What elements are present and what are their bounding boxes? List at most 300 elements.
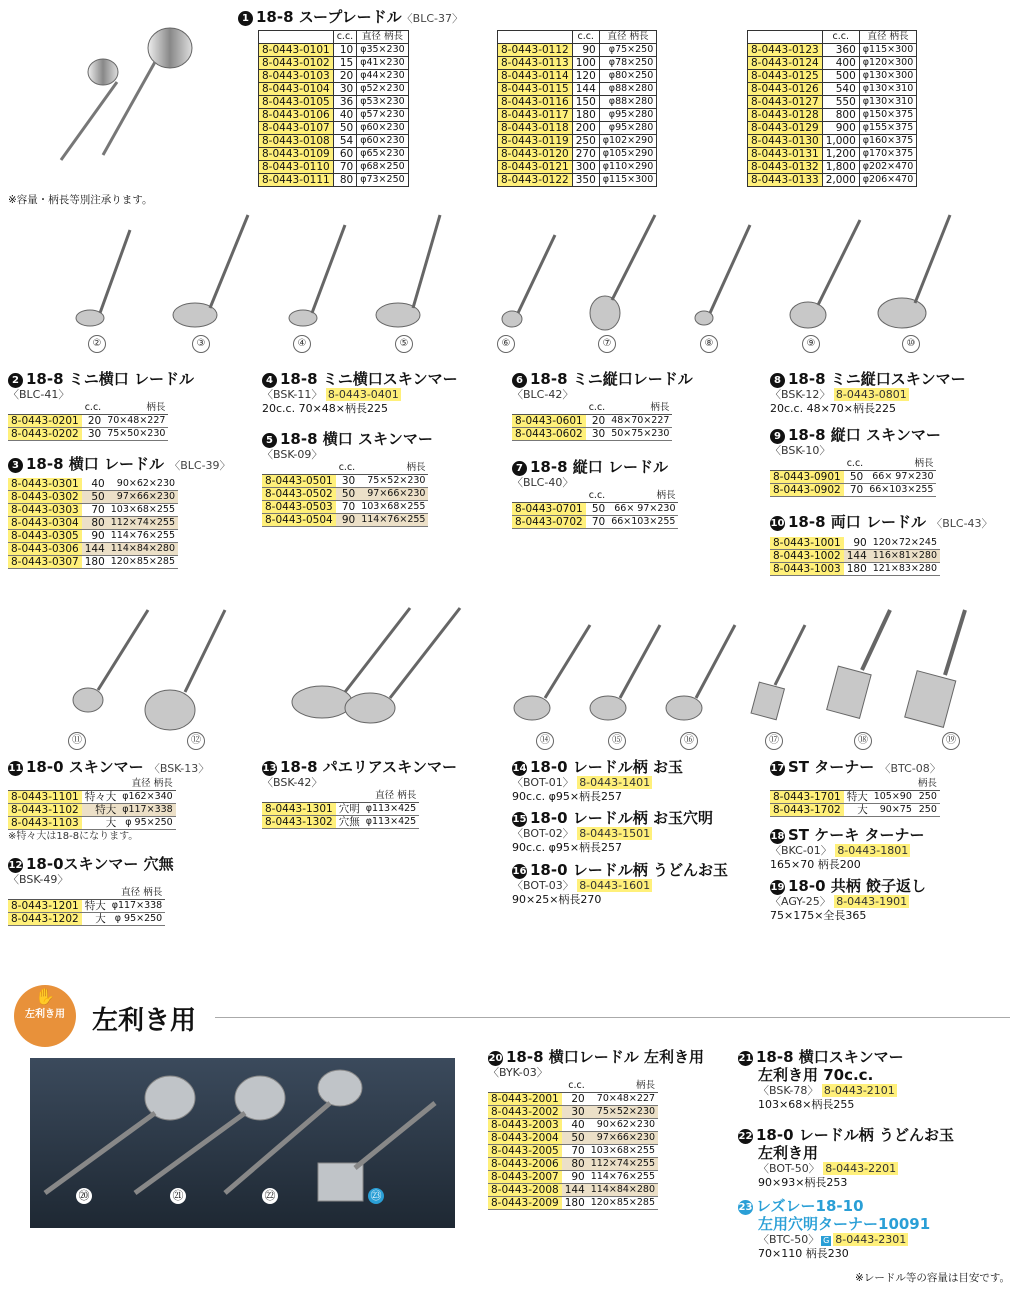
model-code: 〈BSK-09〉 [262,448,323,461]
item-spec: 90c.c. φ95×柄長257 [512,841,623,854]
spec-cell: 特大 [844,791,871,804]
item-code: 8-0443-0401 [327,388,399,401]
table-row [498,161,657,174]
table-row [748,135,917,148]
item-label-5: ⑤ [395,335,413,353]
spec-cell: 50 [333,122,357,135]
item-code: 8-0443-1501 [579,827,651,840]
spec-cell: 90 [844,537,870,550]
item-spec: 75×175×全長365 [770,909,867,922]
item-code-cell: 8-0443-0701 [512,503,586,516]
photo-label-22: ㉒ [262,1188,278,1204]
table-row [259,122,409,135]
spec-cell: φ120×300 [859,57,917,70]
spec-cell: 144 [562,1184,588,1197]
section-22 [738,1126,954,1190]
spec-cell: 300 [572,161,599,174]
table-row [498,96,657,109]
table-row [512,503,678,516]
section-7: 7 18-8 縦口 レードル 〈BLC-40〉 c.c. 柄長 8-0443-0701 50 66× 97×230 8-0443-0702 70 66×103×255 [512,458,678,529]
table-row [748,44,917,57]
title-text: 18-8 横口 スキンマー [280,430,433,448]
item-code: 8-0443-1601 [579,879,651,892]
custom-order-note: ※容量・柄長等別注承ります。 [8,194,153,206]
table-row [259,57,409,70]
item-code: 8-0443-2101 [823,1084,895,1097]
item-code-cell: 8-0443-1001 [770,537,844,550]
spec-cell: φ44×230 [357,70,408,83]
spec-cell: 144 [572,83,599,96]
title-text-2: 左利き用 [758,1144,819,1162]
spec-cell: 114×76×255 [358,514,428,527]
table-row [488,1106,658,1119]
title-text: 18-0 レードル柄 うどんお玉 [756,1126,954,1144]
title-text: 18-8 パエリアスキンマー [280,758,458,776]
spec-cell: 70 [82,504,108,517]
table-row [488,1184,658,1197]
spec-cell: φ105×290 [599,148,657,161]
spec-cell: 75×52×230 [588,1106,658,1119]
section-14 [512,758,683,804]
spec-cell: φ95×280 [599,109,657,122]
table-row [259,96,409,109]
model-code: 〈BKC-01〉 [770,844,832,857]
spec-cell: 75×50×230 [104,428,168,441]
spec-cell: 30 [586,428,609,441]
table-row [8,543,178,556]
section-8 [770,370,966,416]
title-text: 18-8 両口 レードル [788,513,926,531]
title-text: ST ケーキ ターナー [788,826,925,844]
item-code-cell: 8-0443-1101 [8,791,82,804]
spec-cell: φ68×250 [357,161,408,174]
table-row [770,791,940,804]
spec-cell: 105×90 [871,791,915,804]
table-row [259,109,409,122]
table-row [488,1132,658,1145]
item-label-10: ⑩ [902,335,920,353]
spec-cell: 90×62×230 [588,1119,658,1132]
spec-cell: 180 [82,556,108,569]
item-code-cell: 8-0443-0124 [748,57,823,70]
spec-cell: 大 [82,817,120,830]
spec-cell: 66×103×255 [608,516,678,529]
item-code-cell: 8-0443-0601 [512,415,586,428]
table-row [262,803,419,816]
number-badge: 8 [770,373,785,388]
section-20: 20 18-8 横口レードル 左利き用 〈BYK-03〉 c.c. 柄長 8-0443-2001 20 70×48×227 8-0443-2002 30 75×52×230 8-0443-2003 40 90×62×230 8-0443-2004 50 97×66×230 8-0443-2005 70 103×68×255 8-0443-2006 80 112×74×255 8-0443-2007 90 114×76×255 8-0443-2008 144 114×84×280 8-0443-2009 180 120×85×285 [488,1048,704,1209]
model-code: 〈BOT-50〉 [758,1162,820,1175]
spec-cell: 大 [844,804,871,817]
item-code-cell: 8-0443-0301 [8,478,82,491]
model-code: 〈BSK-10〉 [770,444,831,457]
section-11: 11 18-0 スキンマー 〈BSK-13〉 直径 柄長 8-0443-1101 特々大 φ162×340 8-0443-1102 特大 φ117×338 8-0443-1103 大 φ 95×250 ※特々大は18-8になります。 [8,758,210,842]
item-label-7: ⑦ [598,335,616,353]
spec-cell: 103×68×255 [358,501,428,514]
spec-table-col1: c.c. 直径 柄長 8-0443-0101 10 φ35×230 8-0443-0102 15 φ41×230 8-0443-0103 20 φ44×230 8-0443-0104 30 φ52×230 8-0443-0105 36 φ53×230 8-0443-0106 40 φ57×230 8-0443-0107 50 φ60×230 8-0443-0108 54 φ60×230 8-0443-0109 60 φ65×230 8-0443-0110 70 φ68×250 8-0443-0111 80 φ73×250 [258,30,409,187]
table-row [8,415,168,428]
item-label-12: ⑫ [187,732,205,750]
spec-cell: φ130×310 [859,83,917,96]
spec-cell: 80 [333,174,357,187]
spec-cell: 20 [562,1093,588,1106]
item-code-cell: 8-0443-0110 [259,161,334,174]
spec-cell: 250 [572,135,599,148]
spec-cell: 70×48×227 [104,415,168,428]
spec-cell: φ202×470 [859,161,917,174]
spec-cell: φ113×425 [363,803,420,816]
item-code-cell: 8-0443-0115 [498,83,573,96]
title-text: レズレー18-10 [756,1197,864,1215]
spec-cell: 40 [333,109,357,122]
section-17: 17 ST ターナー 〈BTC-08〉 柄長 8-0443-1701 特大 105×90 250 8-0443-1702 大 90×75 250 [770,758,941,816]
table-row [748,83,917,96]
item-spec: 90×93×柄長253 [758,1176,848,1189]
table-row [498,109,657,122]
spec-cell: 114×84×280 [588,1184,658,1197]
item-code-cell: 8-0443-0121 [498,161,573,174]
spec-cell: 60 [333,148,357,161]
spec-cell: 10 [333,44,357,57]
spec-cell: 550 [822,96,859,109]
section-21 [738,1048,904,1112]
section-13: 13 18-8 パエリアスキンマー 〈BSK-42〉 直径 柄長 8-0443-1301 穴明 φ113×425 8-0443-1302 穴無 φ113×425 [262,758,458,828]
capacity-footnote: ※レードル等の容量は目安です。 [855,1272,1010,1284]
spec-cell: φ206×470 [859,174,917,187]
item-code: 8-0443-1401 [579,776,651,789]
item-code-cell: 8-0443-0302 [8,491,82,504]
table-row [8,804,176,817]
spec-cell: 800 [822,109,859,122]
item-code-cell: 8-0443-0702 [512,516,586,529]
title-text: 18-8 スープレードル [256,8,402,26]
item-code-cell: 8-0443-0109 [259,148,334,161]
spec-cell: φ88×280 [599,96,657,109]
spec-cell: 90×62×230 [108,478,178,491]
number-badge: 1 [238,11,253,26]
item-code-cell: 8-0443-0108 [259,135,334,148]
number-badge: 22 [738,1131,753,1142]
table-row [259,135,409,148]
table-row [259,70,409,83]
spec-cell: 特々大 [82,791,120,804]
item-code-cell: 8-0443-1003 [770,563,844,576]
table-row [8,913,165,926]
spec-cell: 66× 97×230 [608,503,678,516]
table-row [488,1145,658,1158]
table-row [748,57,917,70]
number-badge: 23 [738,1202,753,1213]
item-code-cell: 8-0443-2002 [488,1106,562,1119]
section-23 [738,1197,930,1261]
item-code-cell: 8-0443-0502 [262,488,336,501]
table-row [488,1119,658,1132]
item-spec: 165×70 柄長200 [770,858,861,871]
section-6: 6 18-8 ミニ縦口レードル 〈BLC-42〉 c.c. 柄長 8-0443-0601 20 48×70×227 8-0443-0602 30 50×75×230 [512,370,693,440]
spec-cell: 大 [82,913,109,926]
model-code: 〈AGY-25〉 [770,895,831,908]
item-code-cell: 8-0443-0102 [259,57,334,70]
model-code: 〈BLC-41〉 [8,388,70,401]
item-code-cell: 8-0443-0131 [748,148,823,161]
spec-cell: φ88×280 [599,83,657,96]
item-code-cell: 8-0443-1701 [770,791,844,804]
item-code-cell: 8-0443-0201 [8,415,82,428]
table-row [748,96,917,109]
item-label-6: ⑥ [497,335,515,353]
table-row [498,70,657,83]
table-row [748,70,917,83]
title-text: 18-8 縦口 レードル [530,458,668,476]
number-badge: 16 [512,866,527,877]
item-code-cell: 8-0443-0104 [259,83,334,96]
section-19 [770,877,926,923]
item-label-16: ⑯ [680,732,698,750]
table-row [259,174,409,187]
section-12: 12 18-0スキンマー 穴無 〈BSK-49〉 直径 柄長 8-0443-1201 特大 φ117×338 8-0443-1202 大 φ 95×250 [8,855,174,925]
item-label-8: ⑧ [700,335,718,353]
table-row [748,174,917,187]
table-row [498,44,657,57]
spec-cell: 103×68×255 [588,1145,658,1158]
photo-label-21: ㉑ [170,1188,186,1204]
spec-cell: 400 [822,57,859,70]
item-code-cell: 8-0443-0305 [8,530,82,543]
spec-cell: 112×74×255 [588,1158,658,1171]
spec-cell: φ60×230 [357,135,408,148]
item-code-cell: 8-0443-2001 [488,1093,562,1106]
number-badge: 11 [8,763,23,774]
item-code-cell: 8-0443-0123 [748,44,823,57]
spec-cell: φ 95×250 [109,913,166,926]
section-title-1 [238,8,463,28]
table-row [512,428,672,441]
spec-cell: 180 [572,109,599,122]
spec-cell: 1,000 [822,135,859,148]
item-code-cell: 8-0443-0901 [770,471,844,484]
title-text-2: 左利き用 70c.c. [758,1066,874,1084]
item-code-cell: 8-0443-1002 [770,550,844,563]
spec-cell: 900 [822,122,859,135]
model-code: 〈BTC-08〉 [879,762,941,775]
item-label-9: ⑨ [802,335,820,353]
table-row [8,530,178,543]
spec-cell: 40 [562,1119,588,1132]
title-text: 18-8 横口レードル 左利き用 [506,1048,704,1066]
model-code: 〈BLC-37〉 [401,12,463,25]
spec-cell: 114×76×255 [588,1171,658,1184]
spec-cell: φ78×250 [599,57,657,70]
spec-cell: 70 [844,484,867,497]
item-code-cell: 8-0443-1102 [8,804,82,817]
spec-cell: 1,800 [822,161,859,174]
item-code-cell: 8-0443-2006 [488,1158,562,1171]
spec-cell: 350 [572,174,599,187]
item-code-cell: 8-0443-0114 [498,70,573,83]
spec-cell: φ113×425 [363,816,420,829]
spec-cell: 70 [333,161,357,174]
model-code: 〈BOT-01〉 [512,776,574,789]
table-row [498,174,657,187]
table-row [770,484,936,497]
section-18 [770,826,924,872]
title-text: 18-8 ミニ縦口スキンマー [788,370,966,388]
item-code-cell: 8-0443-0116 [498,96,573,109]
item-code-cell: 8-0443-1202 [8,913,82,926]
spec-cell: φ52×230 [357,83,408,96]
item-code: 8-0443-2301 [835,1233,907,1246]
table-row [748,109,917,122]
spec-cell: φ110×290 [599,161,657,174]
model-code: 〈BSK-78〉 [758,1084,819,1097]
table-row [498,135,657,148]
item-code-cell: 8-0443-0112 [498,44,573,57]
section-3 [8,455,231,569]
spec-cell: 90 [572,44,599,57]
spec-cell: φ75×250 [599,44,657,57]
item-code: 8-0443-1801 [837,844,909,857]
spec-cell: 穴無 [336,816,363,829]
item-label-14: ⑭ [536,732,554,750]
section-divider [215,1017,1010,1018]
spec-cell: 2,000 [822,174,859,187]
spec-cell: φ35×230 [357,44,408,57]
spec-cell: 540 [822,83,859,96]
spec-cell: 50 [844,471,867,484]
item-code: 8-0443-0801 [835,388,907,401]
soup-ladle-photo [55,20,200,170]
number-badge: 15 [512,814,527,825]
table-row [488,1171,658,1184]
item-code-cell: 8-0443-0118 [498,122,573,135]
table-row [8,900,165,913]
item-label-2: ② [88,335,106,353]
model-code: 〈BSK-11〉 [262,388,323,401]
table-row [262,501,428,514]
model-code: 〈BLC-43〉 [931,517,993,530]
model-code: 〈BOT-03〉 [512,879,574,892]
table-row [498,83,657,96]
model-code: 〈BSK-42〉 [262,776,323,789]
title-text: 18-0 共柄 餃子返し [788,877,926,895]
table-row [8,428,168,441]
item-code-cell: 8-0443-0304 [8,517,82,530]
item-code-cell: 8-0443-2004 [488,1132,562,1145]
table-row [748,148,917,161]
item-label-15: ⑮ [608,732,626,750]
table-row [748,161,917,174]
table-row [8,478,178,491]
section-10 [770,513,993,576]
spec-cell: φ65×230 [357,148,408,161]
spec-cell: 50 [562,1132,588,1145]
spec-table-col3: c.c. 直径 柄長 8-0443-0123 360 φ115×300 8-0443-0124 400 φ120×300 8-0443-0125 500 φ130×300 8-0443-0126 540 φ130×310 8-0443-0127 550 φ130×310 8-0443-0128 800 φ150×375 8-0443-0129 900 φ155×375 8-0443-0130 1,000 φ160×375 8-0443-0131 1,200 φ170×375 8-0443-0132 1,800 φ202×470 8-0443-0133 2,000 φ206×470 [747,30,917,187]
spec-cell: 30 [336,475,359,488]
number-badge: 7 [512,461,527,476]
ladle-photos-row2 [0,600,1028,750]
spec-cell: φ130×300 [859,70,917,83]
spec-cell: φ 95×250 [119,817,176,830]
section-16 [512,861,728,907]
table-row [259,148,409,161]
model-code: 〈BLC-40〉 [512,476,574,489]
spec-cell: 250 [915,804,940,817]
item-code: 8-0443-1901 [836,895,908,908]
item-spec: 20c.c. 48×70×柄長225 [770,402,897,415]
table-row [8,504,178,517]
spec-cell: 250 [915,791,940,804]
spec-cell: 120×85×285 [108,556,178,569]
table-row [488,1158,658,1171]
spec-cell: 75×52×230 [358,475,428,488]
spec-cell: 50 [336,488,359,501]
spec-cell: φ53×230 [357,96,408,109]
table-row [259,161,409,174]
item-label-18: ⑱ [854,732,872,750]
number-badge: 2 [8,373,23,388]
title-text: 18-8 横口 レードル [26,455,164,473]
spec-cell: 121×83×280 [870,563,940,576]
item-code-cell: 8-0443-0101 [259,44,334,57]
spec-cell: 50 [586,503,609,516]
section-15 [512,809,713,855]
item-code-cell: 8-0443-0303 [8,504,82,517]
number-badge: 18 [770,831,785,842]
spec-cell: φ162×340 [119,791,176,804]
spec-cell: 15 [333,57,357,70]
photo-label-23: ㉓ [368,1188,384,1204]
item-code-cell: 8-0443-0122 [498,174,573,187]
spec-cell: 30 [333,83,357,96]
number-badge: 10 [770,518,785,529]
item-code-cell: 8-0443-0127 [748,96,823,109]
item-code-cell: 8-0443-2005 [488,1145,562,1158]
number-badge: 13 [262,763,277,774]
item-code-cell: 8-0443-0504 [262,514,336,527]
item-code-cell: 8-0443-0307 [8,556,82,569]
spec-cell: 80 [562,1158,588,1171]
number-badge: 20 [488,1053,503,1064]
item-code-cell: 8-0443-0107 [259,122,334,135]
item-label-3: ③ [192,335,210,353]
spec-cell: 200 [572,122,599,135]
title-text: 18-0スキンマー 穴無 [26,855,174,873]
spec-cell: φ102×290 [599,135,657,148]
number-badge: 21 [738,1053,753,1064]
spec-cell: 270 [572,148,599,161]
spec-cell: φ170×375 [859,148,917,161]
model-code: 〈BLC-39〉 [169,459,231,472]
item-code-cell: 8-0443-2008 [488,1184,562,1197]
table-row [262,816,419,829]
spec-cell: φ60×230 [357,122,408,135]
spec-cell: 66×103×255 [866,484,936,497]
spec-cell: 40 [82,478,108,491]
section-9: 9 18-8 縦口 スキンマー 〈BSK-10〉 c.c. 柄長 8-0443-0901 50 66× 97×230 8-0443-0902 70 66×103×255 [770,426,941,496]
item-spec: 70×110 柄長230 [758,1247,849,1260]
table-row [8,556,178,569]
hand-icon: ✋ [35,987,55,1006]
number-badge: 6 [512,373,527,388]
spec-cell: 116×81×280 [870,550,940,563]
spec-cell: φ95×280 [599,122,657,135]
spec-cell: 180 [562,1197,588,1210]
item-code-cell: 8-0443-1302 [262,816,336,829]
table-row [512,415,672,428]
item-code-cell: 8-0443-0133 [748,174,823,187]
spec-cell: 穴明 [336,803,363,816]
item-code-cell: 8-0443-0306 [8,543,82,556]
